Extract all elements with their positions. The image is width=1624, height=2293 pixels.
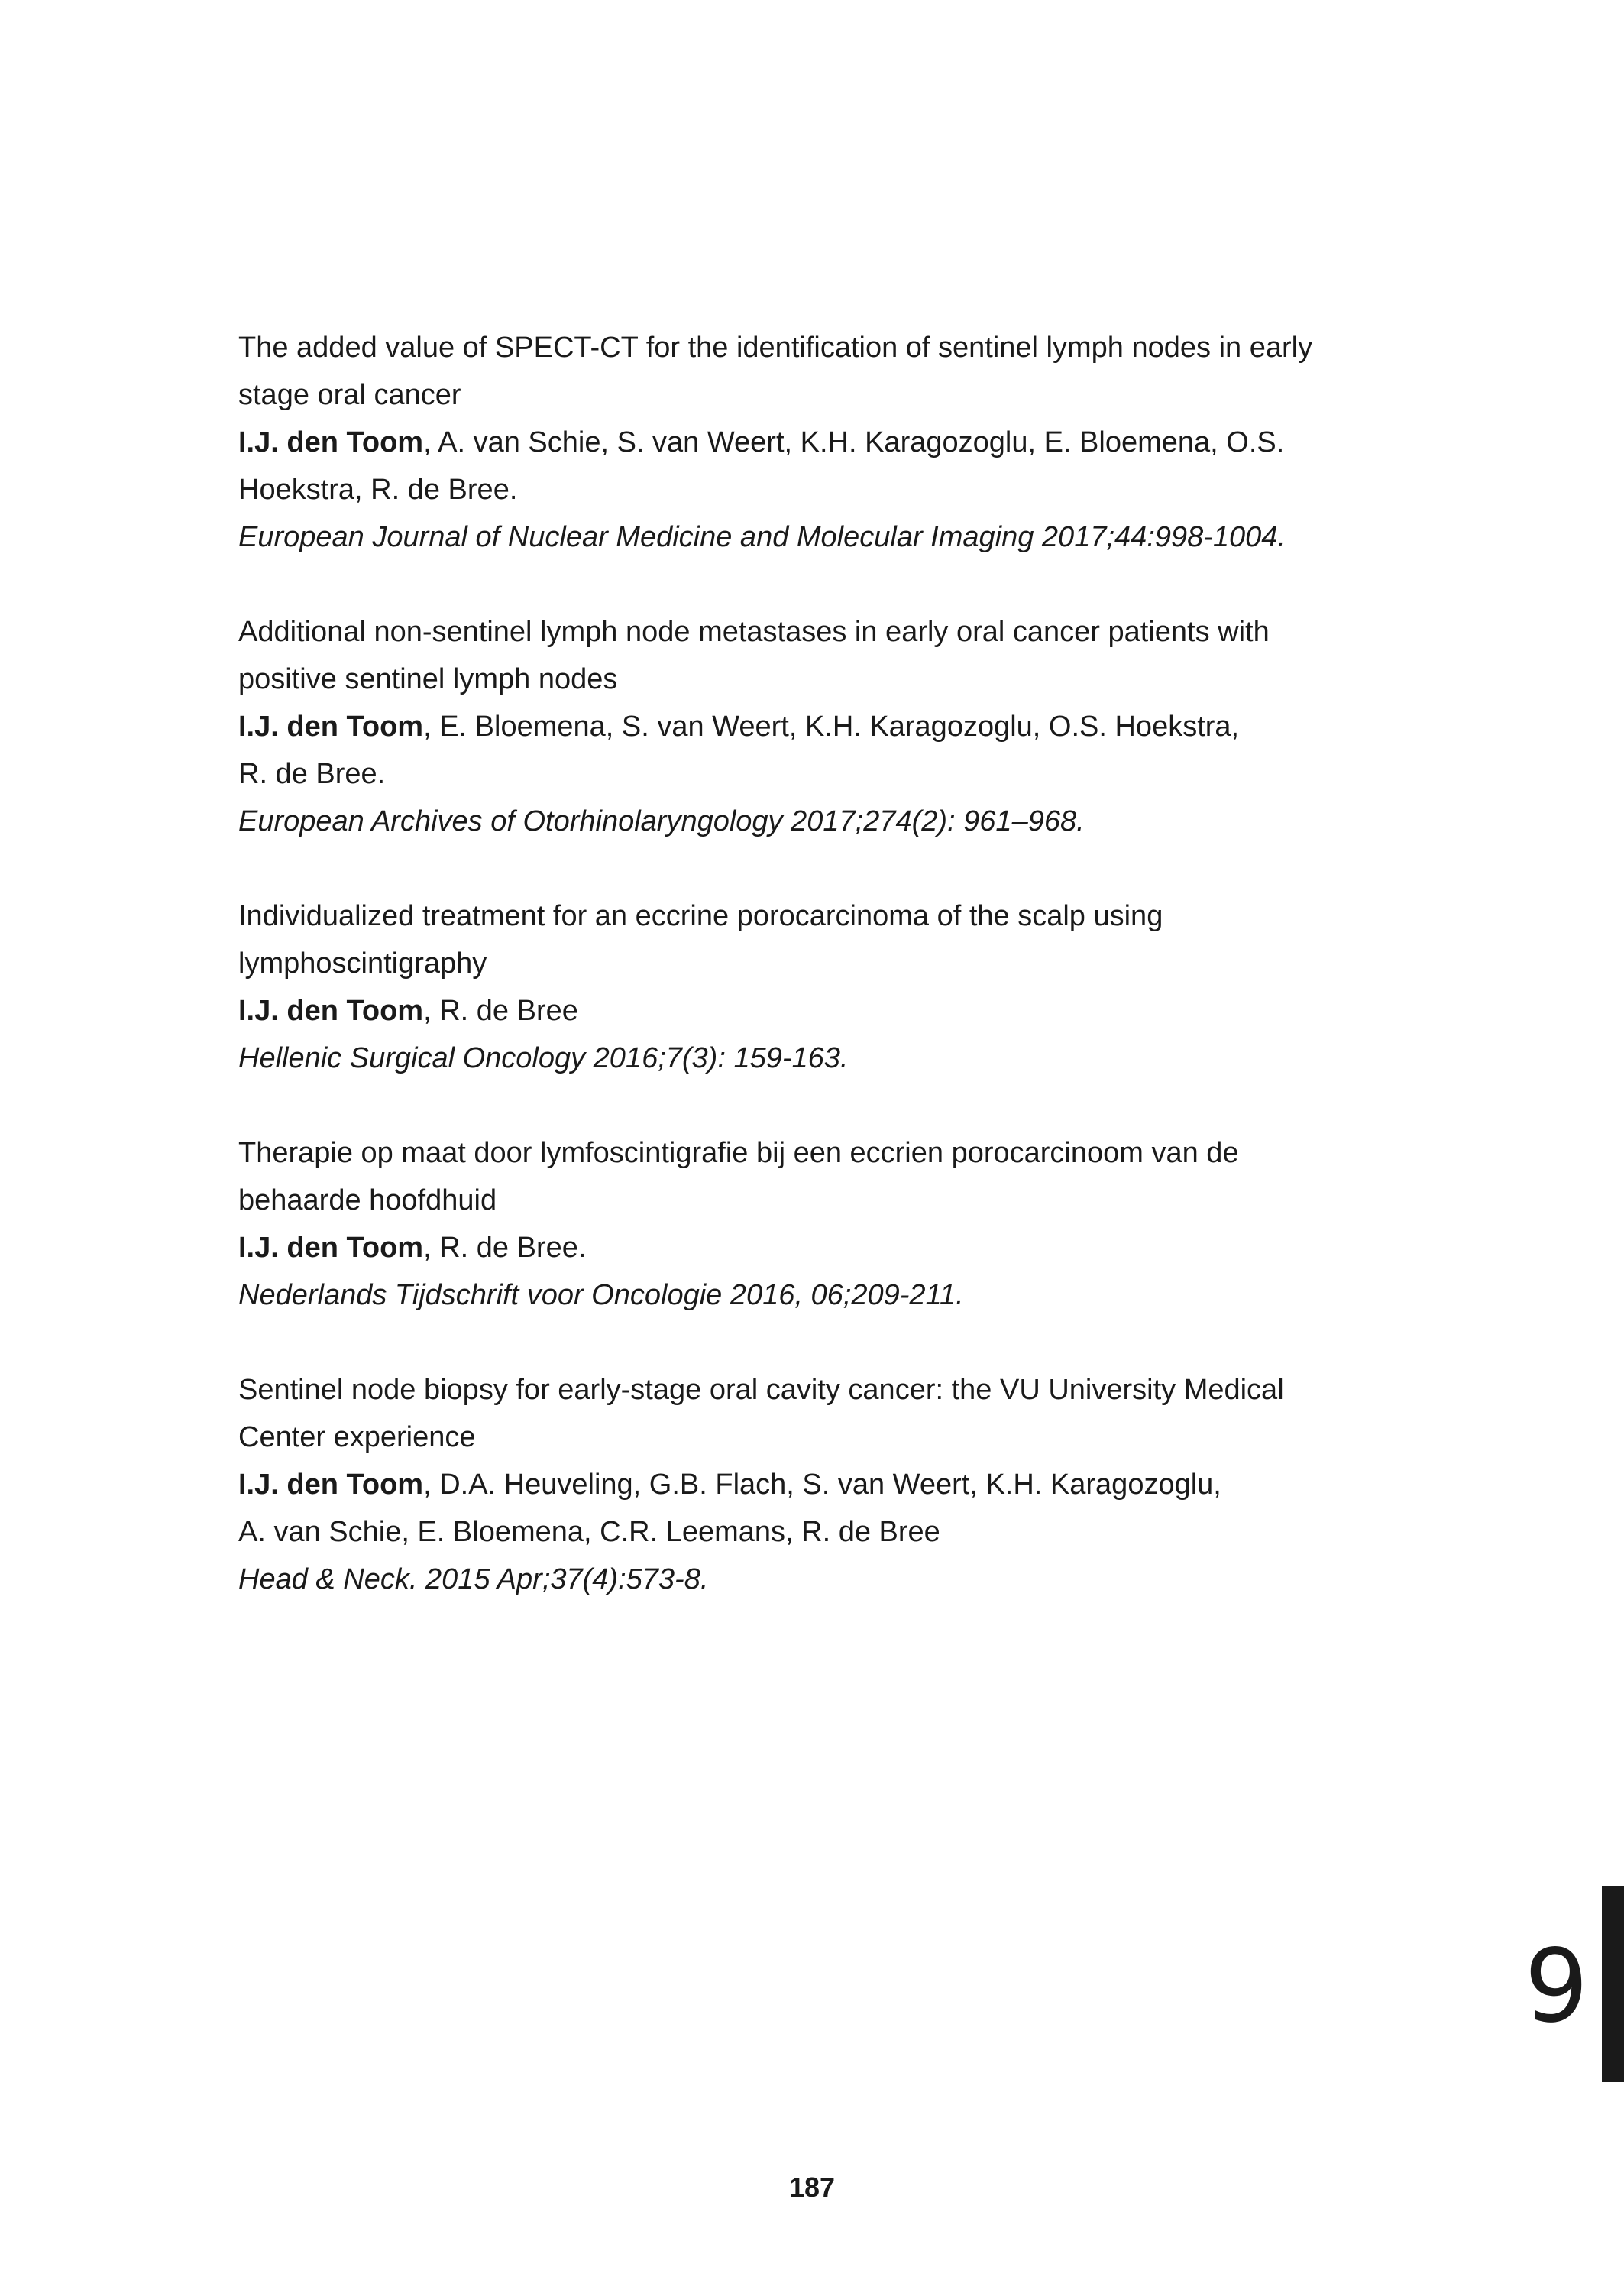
journal-citation: European Journal of Nuclear Medicine and Molecular Imaging 2017;44:998-1004. xyxy=(238,521,1286,553)
lead-author: I.J. den Toom xyxy=(238,995,424,1027)
author-line: R. de Bree. xyxy=(238,758,386,790)
author-line: Hoekstra, R. de Bree. xyxy=(238,474,518,506)
publication-title: Individualized treatment for an eccrine porocarcinoma of the scalp using xyxy=(238,900,1163,932)
lead-author: I.J. den Toom xyxy=(238,711,424,743)
co-authors: , A. van Schie, S. van Weert, K.H. Karagozoglu, E. Bloemena, O.S. xyxy=(423,426,1285,458)
publication-title: Additional non-sentinel lymph node metastases in early oral cancer patients with xyxy=(238,616,1270,648)
author-line xyxy=(238,419,1415,466)
journal-citation: Nederlands Tijdschrift voor Oncologie 2016, 06;209-211. xyxy=(238,1279,964,1311)
publication-entry xyxy=(238,1366,1415,1603)
lead-author: I.J. den Toom xyxy=(238,426,424,458)
journal-citation: Hellenic Surgical Oncology 2016;7(3): 159-163. xyxy=(238,1042,849,1074)
page-number: 187 xyxy=(788,2172,836,2203)
co-authors: , R. de Bree xyxy=(423,995,578,1027)
author-line xyxy=(238,1224,1415,1271)
author-line: A. van Schie, E. Bloemena, C.R. Leemans, R. de Bree xyxy=(238,1516,940,1548)
co-authors: , E. Bloemena, S. van Weert, K.H. Karagozoglu, O.S. Hoekstra, xyxy=(423,711,1240,743)
publication-title: The added value of SPECT-CT for the identification of sentinel lymph nodes in early xyxy=(238,332,1313,364)
publication-title: Center experience xyxy=(238,1421,476,1453)
publication-title: lymphoscintigraphy xyxy=(238,947,487,980)
publication-title: behaarde hoofdhuid xyxy=(238,1184,497,1216)
publication-entry xyxy=(238,1129,1415,1319)
publication-entry xyxy=(238,324,1415,561)
chapter-number: 9 xyxy=(1524,1928,1589,2045)
author-line xyxy=(238,987,1415,1035)
publication-title: Sentinel node biopsy for early-stage oral cavity cancer: the VU University Medical xyxy=(238,1374,1284,1406)
author-line xyxy=(238,703,1415,750)
chapter-tab-marker xyxy=(1602,1886,1624,2082)
publication-title: positive sentinel lymph nodes xyxy=(238,663,618,695)
co-authors: , R. de Bree. xyxy=(423,1232,587,1264)
publication-title: stage oral cancer xyxy=(238,379,461,411)
lead-author: I.J. den Toom xyxy=(238,1469,424,1501)
author-line xyxy=(238,1461,1415,1508)
publication-title: Therapie op maat door lymfoscintigrafie bij een eccrien porocarcinoom van de xyxy=(238,1137,1239,1169)
publication-entry xyxy=(238,892,1415,1082)
journal-citation: European Archives of Otorhinolaryngology 2017;274(2): 961–968. xyxy=(238,805,1085,837)
publication-entry xyxy=(238,608,1415,845)
lead-author: I.J. den Toom xyxy=(238,1232,424,1264)
publication-list xyxy=(238,324,1415,1650)
journal-citation: Head & Neck. 2015 Apr;37(4):573-8. xyxy=(238,1563,709,1595)
co-authors: , D.A. Heuveling, G.B. Flach, S. van Weert, K.H. Karagozoglu, xyxy=(423,1469,1221,1501)
